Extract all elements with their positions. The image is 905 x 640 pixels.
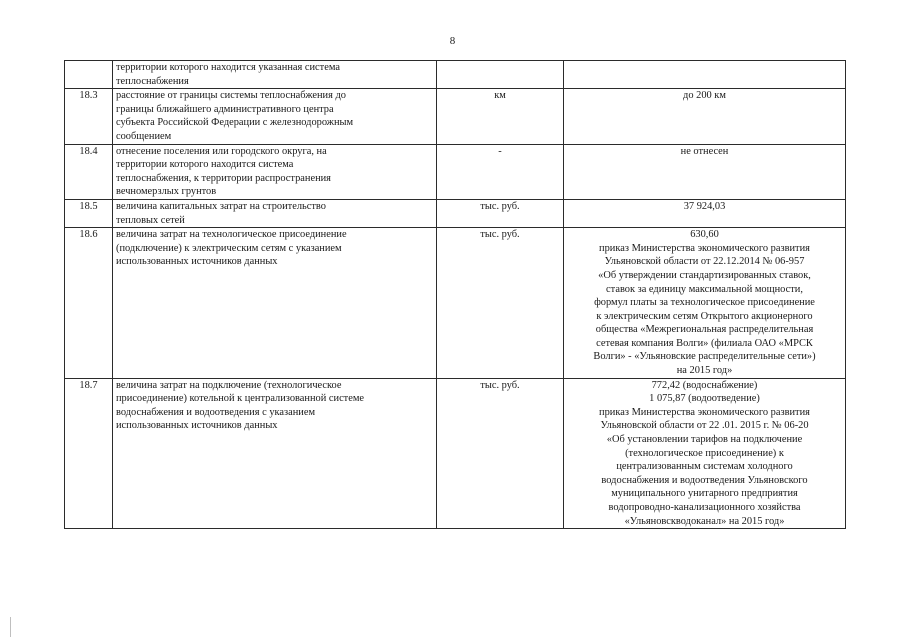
value-line: «Ульяновскводоканал» на 2015 год» — [624, 515, 785, 527]
value-line: не отнесен — [680, 145, 729, 157]
unit-cell: тыс. руб. — [437, 199, 564, 227]
table-row — [65, 61, 846, 89]
value-cell — [564, 199, 846, 227]
description-line: тепловых сетей — [116, 214, 185, 226]
value-line: общества «Межрегиональная распределительная — [595, 324, 814, 336]
value-line: сетевая компания Волги» (филиала ОАО «МРСК — [596, 337, 813, 349]
description-cell — [113, 228, 437, 379]
value-line: муниципального унитарного предприятия — [611, 488, 798, 500]
value-cell — [564, 61, 846, 89]
row-number-cell — [65, 61, 113, 89]
description-line: (подключение) к электрическим сетям с указанием — [116, 242, 342, 254]
description-line: величина затрат на подключение (технологическое — [116, 379, 342, 391]
description-line: присоединение) котельной к централизованной системе — [116, 393, 365, 405]
description-line: использованных источников данных — [116, 420, 278, 432]
description-line: сообщением — [116, 130, 172, 142]
table-row — [65, 144, 846, 199]
unit-cell: тыс. руб. — [437, 378, 564, 529]
table-body — [65, 61, 846, 529]
value-line: 1 075,87 (водоотведение) — [649, 393, 760, 405]
description-line: границы ближайшего административного центра — [116, 103, 334, 115]
description-line: расстояние от границы системы теплоснабжения до — [116, 90, 346, 102]
value-line: формул платы за технологическое присоединение — [594, 297, 815, 309]
description-line: величина капитальных затрат на строительство — [116, 200, 326, 212]
description-line: величина затрат на технологическое присоединение — [116, 229, 347, 241]
margin-mark — [10, 617, 11, 637]
table-row — [65, 228, 846, 379]
value-line: 37 924,03 — [683, 200, 726, 212]
description-line: использованных источников данных — [116, 256, 278, 268]
value-cell — [564, 378, 846, 529]
unit-cell: км — [437, 89, 564, 144]
value-line: на 2015 год» — [676, 365, 733, 377]
description-line: территории которого находится указанная система — [116, 62, 340, 73]
row-number-cell: 18.4 — [65, 144, 113, 199]
value-line: (технологическое присоединение) к — [625, 447, 784, 459]
value-line: централизованным системам холодного — [616, 461, 793, 473]
description-line: субъекта Российской Федерации с железнодорожным — [116, 117, 354, 129]
table-row — [65, 378, 846, 529]
description-cell — [113, 144, 437, 199]
value-line: Ульяновской области от 22 .01. 2015 г. № 06-20 — [600, 420, 809, 432]
value-cell — [564, 89, 846, 144]
value-line: водопроводно-канализационного хозяйства — [608, 502, 801, 513]
value-line: ставок за единицу максимальной мощности, — [606, 283, 803, 295]
unit-cell: - — [437, 144, 564, 199]
value-line: 630,60 — [690, 229, 719, 241]
row-number-cell: 18.7 — [65, 378, 113, 529]
description-line: водоснабжения и водоотведения с указанием — [116, 406, 316, 418]
row-number-cell: 18.3 — [65, 89, 113, 144]
description-line: отнесение поселения или городского округа, на — [116, 145, 327, 157]
description-cell — [113, 61, 437, 89]
description-cell — [113, 378, 437, 529]
unit-cell — [437, 61, 564, 89]
value-cell — [564, 144, 846, 199]
value-line: 772,42 (водоснабжение) — [651, 379, 758, 391]
unit-cell: тыс. руб. — [437, 228, 564, 379]
description-line: территории которого находится система — [116, 159, 294, 171]
value-line: приказ Министерства экономического развития — [599, 242, 810, 254]
table-row — [65, 89, 846, 144]
value-line: Волги» - «Ульяновские распределительные сети») — [593, 351, 816, 363]
table-row — [65, 199, 846, 227]
row-number-cell: 18.5 — [65, 199, 113, 227]
description-cell — [113, 199, 437, 227]
description-line: теплоснабжения — [116, 75, 189, 87]
value-cell — [564, 228, 846, 379]
value-line: «Об утверждении стандартизированных ставок, — [598, 269, 811, 281]
page-number: 8 — [449, 35, 456, 47]
description-line: теплоснабжения, к территории распространения — [116, 172, 331, 184]
value-line: Ульяновской области от 22.12.2014 № 06-957 — [604, 256, 805, 268]
value-line: приказ Министерства экономического развития — [599, 406, 810, 418]
value-line: до 200 км — [683, 90, 726, 102]
description-line: вечномерзлых грунтов — [116, 186, 217, 198]
data-table — [64, 60, 846, 529]
value-line: «Об установлении тарифов на подключение — [606, 434, 803, 446]
value-line: к электрическим сетям Открытого акционерного — [596, 310, 813, 322]
value-line: водоснабжения и водоотведения Ульяновского — [601, 474, 808, 486]
description-cell — [113, 89, 437, 144]
row-number-cell: 18.6 — [65, 228, 113, 379]
